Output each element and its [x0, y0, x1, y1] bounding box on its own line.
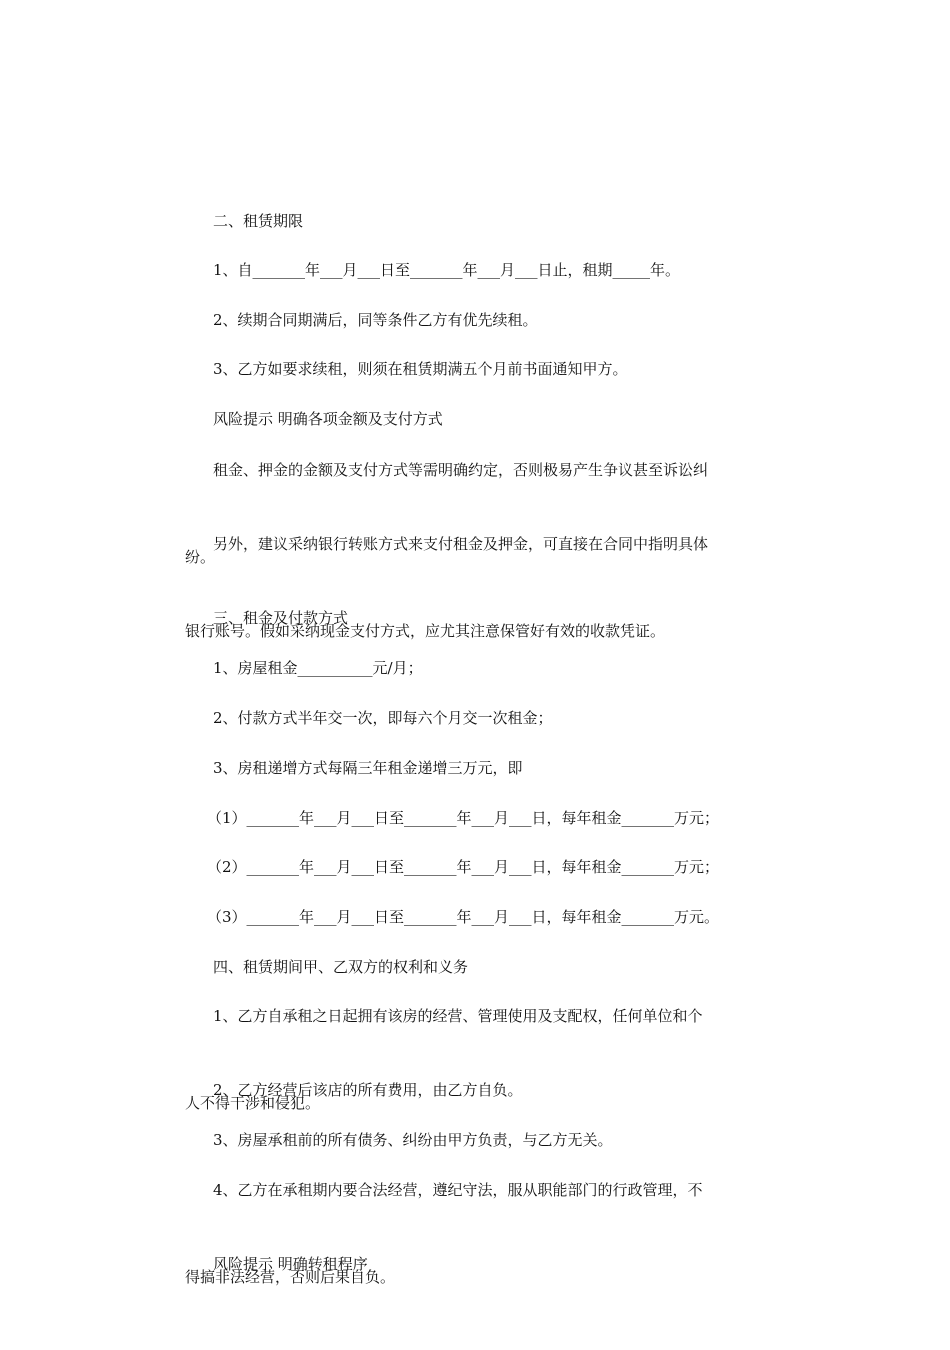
text-line: 1、房屋租金__________元/月；	[213, 659, 423, 677]
text-line: 2、乙方经营后该店的所有费用，由乙方自负。	[213, 1081, 523, 1099]
risk-tip-heading-sublease	[213, 1192, 783, 1337]
text-line: 银行账号。假如采纳现金支付方式，应尤其注意保管好有效的收款凭证。	[185, 622, 666, 640]
text-line: 2、付款方式半年交一次，即每六个月交一次租金；	[213, 709, 553, 727]
text-line: （1）_______年___月___日至_______年___月___日，每年租金_______万元；	[207, 809, 720, 827]
text-line: （2）_______年___月___日至_______年___月___日，每年租金_______万元；	[207, 858, 720, 876]
text-line: 得搞非法经营，否则后果自负。	[185, 1268, 396, 1286]
text-line: 租金、押金的金额及支付方式等需明确约定，否则极易产生争议甚至诉讼纠	[213, 461, 709, 479]
text-line: 3、房租递增方式每隔三年租金递增三万元，即	[213, 759, 523, 777]
text-line: 3、房屋承租前的所有债务、纠纷由甲方负责，与乙方无关。	[213, 1131, 613, 1149]
text-line: 风险提示 明确各项金额及支付方式	[213, 410, 443, 428]
text-line: 二、租赁期限	[213, 212, 304, 230]
text-line: 人不得干涉和侵犯。	[185, 1094, 321, 1112]
text-line: 2、续期合同期满后，同等条件乙方有优先续租。	[213, 311, 538, 329]
text-line: 3、乙方如要求续租，则须在租赁期满五个月前书面通知甲方。	[213, 360, 628, 378]
text-line: 另外，建议采纳银行转账方式来支付租金及押金，可直接在合同中指明具体	[213, 535, 709, 553]
text-line: （3）_______年___月___日至_______年___月___日，每年租金_______万元。	[207, 908, 720, 926]
text-line: 四、租赁期间甲、乙双方的权利和义务	[213, 958, 469, 976]
text-line: 4、乙方在承租期内要合法经营，遵纪守法，服从职能部门的行政管理，不	[213, 1181, 703, 1199]
text-line: 纷。	[185, 548, 216, 566]
text-line: 1、乙方自承租之日起拥有该房的经营、管理使用及支配权，任何单位和个	[213, 1007, 703, 1025]
text-line: 1、自_______年___月___日至_______年___月___日止，租期_____年。	[213, 261, 681, 279]
text-line: 风险提示 明确转租程序	[213, 1255, 368, 1273]
text-line: 三、租金及付款方式	[213, 609, 349, 627]
